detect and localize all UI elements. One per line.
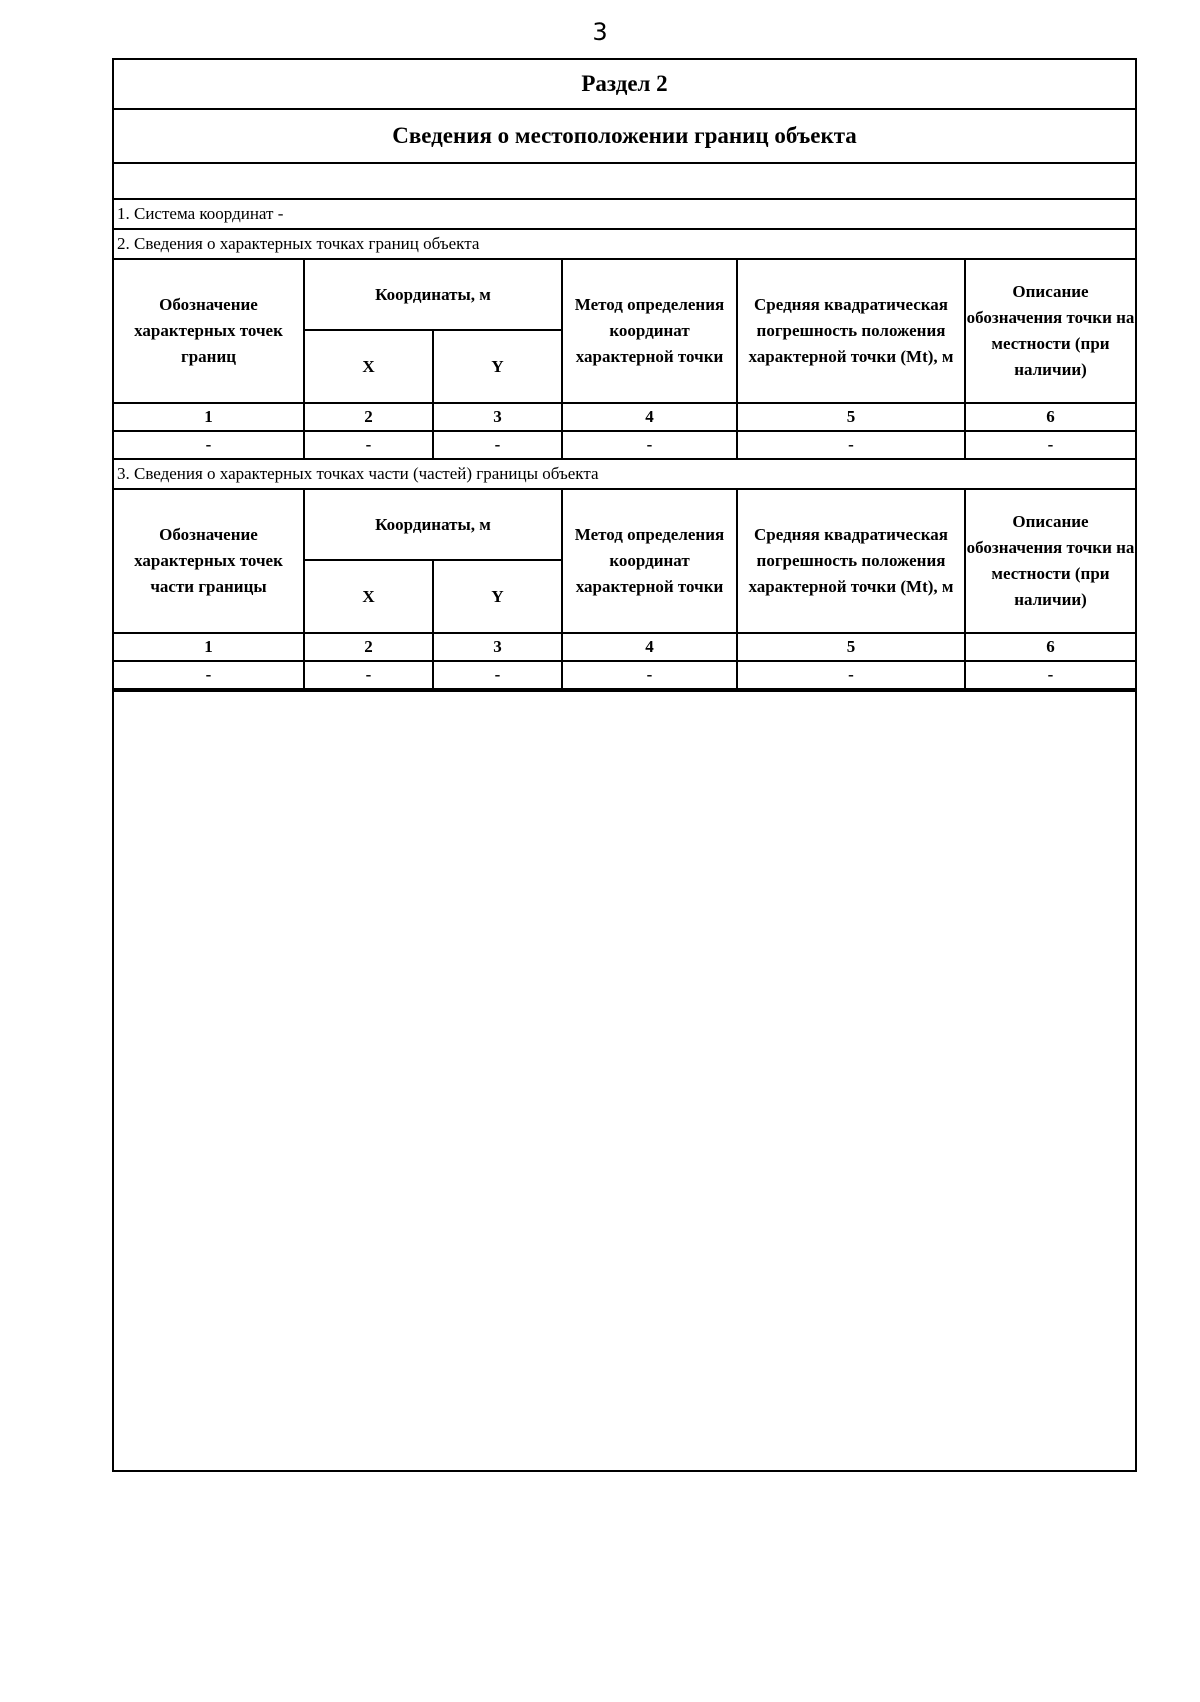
column-number: 5: [737, 633, 965, 661]
column-number: 6: [965, 633, 1135, 661]
table2-caption: 3. Сведения о характерных точках части (частей) границы объекта: [114, 460, 1135, 490]
column-number: 5: [737, 403, 965, 431]
column-number: 3: [433, 633, 562, 661]
column-number: 2: [304, 633, 433, 661]
table-cell: -: [965, 431, 1135, 459]
header-y: Y: [433, 560, 562, 633]
header-x: X: [304, 560, 433, 633]
blank-row: [114, 164, 1135, 200]
table-cell: -: [965, 661, 1135, 689]
column-number: 1: [114, 633, 304, 661]
column-number: 3: [433, 403, 562, 431]
header-point-designation: Обозначение характерных точек границ: [114, 260, 304, 403]
table-cell: -: [433, 431, 562, 459]
table-bottom-rule: [114, 690, 1135, 692]
header-coordinates: Координаты, м: [304, 490, 562, 560]
table-cell: -: [433, 661, 562, 689]
table-cell: -: [114, 661, 304, 689]
table-cell: -: [562, 431, 737, 459]
coord-system-line: 1. Система координат -: [114, 200, 1135, 230]
boundary-points-table: [114, 260, 1135, 460]
header-description: Описание обозначения точки на местности (при наличии): [965, 260, 1135, 403]
column-number: 6: [965, 403, 1135, 431]
table-cell: -: [114, 431, 304, 459]
column-number: 4: [562, 403, 737, 431]
table-cell: -: [562, 661, 737, 689]
header-y: Y: [433, 330, 562, 403]
document-frame: [112, 58, 1137, 1472]
section-title: Раздел 2: [114, 60, 1135, 110]
header-method: Метод определения координат характерной точки: [562, 490, 737, 633]
table1-caption: 2. Сведения о характерных точках границ объекта: [114, 230, 1135, 260]
table-cell: -: [304, 661, 433, 689]
table-cell: -: [737, 661, 965, 689]
section-subtitle: Сведения о местоположении границ объекта: [114, 110, 1135, 164]
header-mean-error: Средняя квадратическая погрешность положения характерной точки (Mt), м: [737, 260, 965, 403]
header-description: Описание обозначения точки на местности (при наличии): [965, 490, 1135, 633]
page-number: 3: [592, 18, 608, 46]
boundary-part-points-table: [114, 490, 1135, 690]
header-x: X: [304, 330, 433, 403]
header-point-designation: Обозначение характерных точек части границы: [114, 490, 304, 633]
header-coordinates: Координаты, м: [304, 260, 562, 330]
column-number: 4: [562, 633, 737, 661]
header-method: Метод определения координат характерной точки: [562, 260, 737, 403]
column-number: 1: [114, 403, 304, 431]
column-number: 2: [304, 403, 433, 431]
table-cell: -: [737, 431, 965, 459]
header-mean-error: Средняя квадратическая погрешность положения характерной точки (Mt), м: [737, 490, 965, 633]
table-cell: -: [304, 431, 433, 459]
